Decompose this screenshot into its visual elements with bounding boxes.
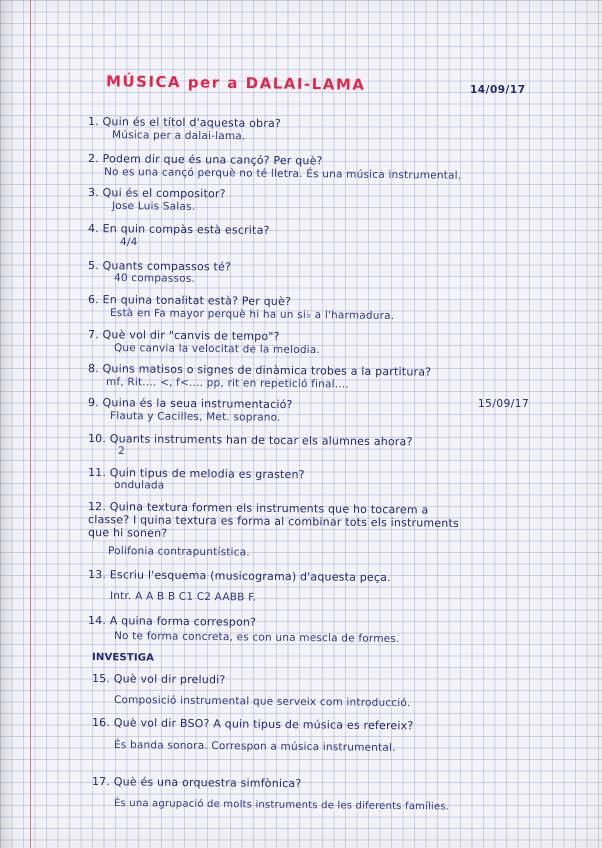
page-edge-shadow: [0, 0, 14, 848]
question-1: 1. Quin és el títol d'aquesta obra?: [87, 115, 282, 131]
answer-7: Que canvia la velocitat de la melodia.: [113, 342, 321, 357]
answer-12: Polifonia contrapuntística.: [107, 545, 250, 559]
answer-8: mf, Rit.... <, f<.... pp, rit en repetició final....: [105, 376, 350, 391]
margin-line: [30, 0, 31, 848]
question-12-line2: classe? I quina textura es forma al combinar tots els instruments: [87, 513, 460, 530]
answer-2: No es una cançó perquè no té lletra. És una música instrumental.: [103, 166, 462, 182]
question-6: 6. En quina tonalitat està? Per què?: [87, 293, 292, 309]
question-8: 8. Quins matisos o signes de dinàmica trobes a la partitura?: [87, 362, 432, 379]
page-title: MÚSICA per a DALAI-LAMA: [105, 72, 366, 94]
question-17: 17. Què és una orquestra simfònica?: [91, 775, 302, 791]
answer-10: 2: [117, 445, 125, 458]
question-9: 9. Quina és la seua instrumentació?: [87, 396, 293, 412]
question-2: 2. Podem dir que és una cançó? Per què?: [87, 152, 323, 168]
question-13: 13. Escriu l'esquema (musicograma) d'aquesta peça.: [87, 568, 391, 585]
question-7: 7. Què vol dir "canvis de tempo"?: [87, 328, 280, 344]
question-11: 11. Quin tipus de melodia es grasten?: [87, 466, 305, 482]
question-15: 15. Què vol dir preludi?: [91, 672, 226, 687]
question-3: 3. Qui és el compositor?: [87, 186, 226, 201]
question-10: 10. Quants instruments han de tocar els alumnes ahora?: [87, 432, 413, 449]
date-top: 14/09/17: [470, 84, 526, 96]
question-16: 16. Què vol dir BSO? A quin tipus de música es refereix?: [91, 716, 414, 733]
answer-17: És una agrupació de molts instruments de les diferents famílies.: [113, 798, 450, 813]
investiga-heading: INVESTIGA: [91, 652, 155, 664]
answer-16: És banda sonora. Correspon a música instrumental.: [113, 739, 396, 754]
answer-5: 40 compassos.: [113, 272, 196, 285]
answer-13: Intr. A A B B C1 C2 AABB F.: [109, 590, 257, 604]
answer-1: Música per a dalai-lama.: [111, 129, 246, 143]
question-12-line3: que hi sonen?: [87, 526, 168, 540]
answer-3: Jose Luis Salas.: [111, 200, 196, 213]
answer-14: No te forma concreta, es con una mescla de formes.: [113, 630, 400, 645]
question-14: 14. A quina forma correspon?: [87, 614, 257, 629]
answer-4: 4/4: [119, 236, 138, 249]
question-4: 4. En quin compàs està escrita?: [87, 222, 270, 237]
question-12-line1: 12. Quina textura formen els instruments que ho tocarem a: [87, 500, 429, 517]
answer-9: Flauta y Cacilles, Met. soprano.: [109, 410, 281, 424]
answer-15: Composició instrumental que serveix com introducció.: [113, 694, 411, 710]
answer-6: Està en Fa mayor perquè hi ha un si♭ a l'harmadura.: [109, 307, 395, 322]
answer-11: ondulada: [113, 479, 165, 492]
question-5: 5. Quants compassos té?: [87, 259, 232, 274]
date-mid: 15/09/17: [478, 398, 530, 410]
